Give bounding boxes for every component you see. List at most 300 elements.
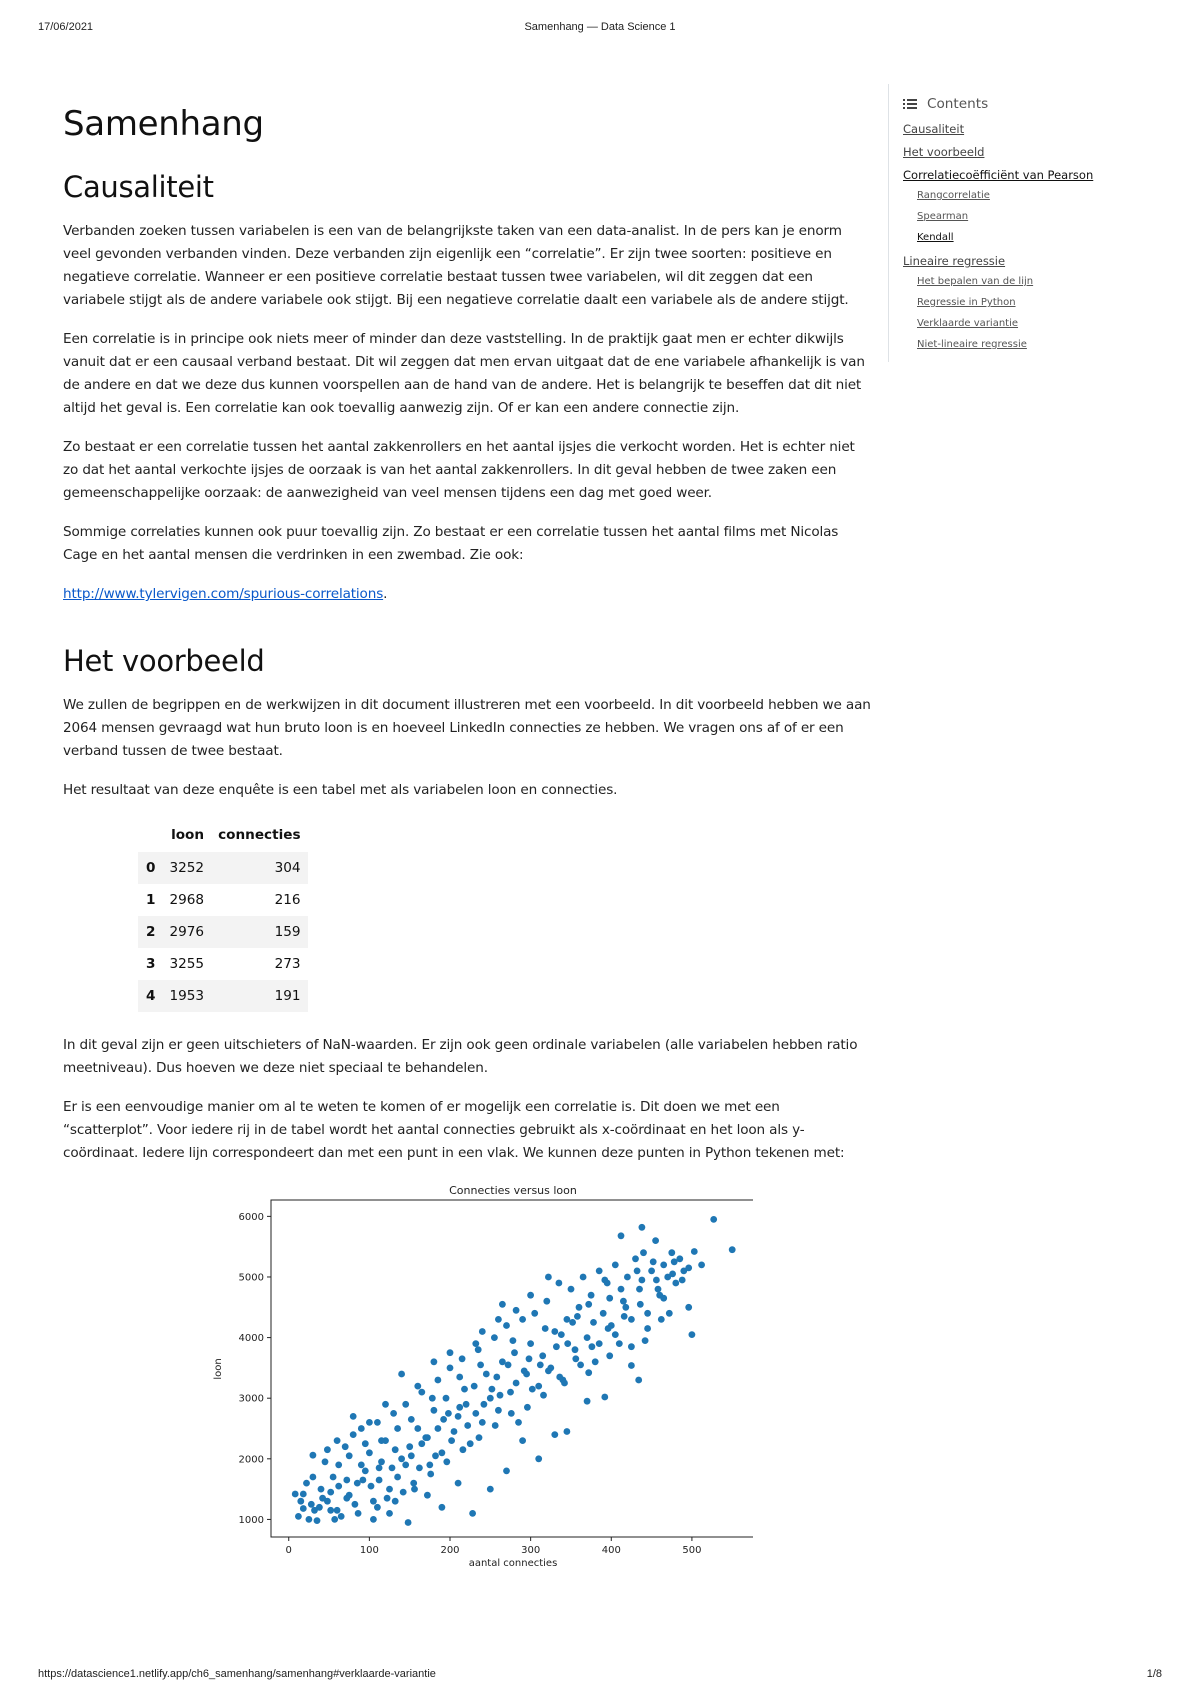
scatter-point xyxy=(671,1258,678,1265)
scatter-point xyxy=(590,1319,597,1326)
chart-points-group xyxy=(292,1216,736,1526)
scatter-point xyxy=(637,1301,644,1308)
scatter-point xyxy=(410,1480,417,1487)
scatter-point xyxy=(439,1449,446,1456)
scatter-point xyxy=(612,1331,619,1338)
scatter-point xyxy=(355,1510,362,1517)
scatter-point xyxy=(545,1274,552,1281)
scatter-point xyxy=(303,1480,310,1487)
scatter-point xyxy=(606,1352,613,1359)
scatter-point xyxy=(460,1446,467,1453)
scatter-point xyxy=(402,1462,409,1469)
toc-link[interactable]: Het bepalen van de lijn xyxy=(917,276,1034,287)
scatter-point xyxy=(324,1446,331,1453)
scatter-point xyxy=(529,1386,536,1393)
scatter-point xyxy=(300,1491,307,1498)
scatter-point xyxy=(382,1401,389,1408)
scatter-point xyxy=(577,1362,584,1369)
scatter-point xyxy=(306,1516,313,1523)
scatter-point xyxy=(685,1265,692,1272)
scatter-point xyxy=(319,1495,326,1502)
table-of-contents xyxy=(888,84,1193,362)
scatter-point xyxy=(455,1413,462,1420)
cell-connecties: 304 xyxy=(274,860,301,876)
scatter-point xyxy=(553,1343,560,1350)
toc-link[interactable]: Het voorbeeld xyxy=(903,145,985,159)
scatter-point xyxy=(386,1510,393,1517)
x-tick-label: 400 xyxy=(601,1545,621,1556)
scatter-point xyxy=(455,1480,462,1487)
scatter-point xyxy=(545,1368,552,1375)
scatter-point xyxy=(660,1262,667,1269)
scatter-point xyxy=(531,1310,538,1317)
scatter-point xyxy=(511,1349,518,1356)
section-heading-voorbeeld: Het voorbeeld xyxy=(63,644,265,678)
y-tick-label: 6000 xyxy=(238,1211,264,1223)
link-suffix: . xyxy=(383,586,388,602)
scatter-point xyxy=(585,1369,592,1376)
scatter-point xyxy=(505,1362,512,1369)
scatter-point xyxy=(322,1458,329,1465)
scatter-point xyxy=(601,1277,608,1284)
y-tick-label: 1000 xyxy=(238,1514,264,1526)
scatter-point xyxy=(334,1507,341,1514)
scatter-point xyxy=(618,1286,625,1293)
scatter-point xyxy=(606,1295,613,1302)
scatter-point xyxy=(503,1322,510,1329)
scatter-point xyxy=(374,1419,381,1426)
paragraph: Er is een eenvoudige manier om al te weten te komen of er mogelijk een correlatie is. Dit doen we met een “scatterplot”. Voor iedere rij in de tabel wordt het aantal connecties gebruikt als x-coördinaat en het loon als y-coördinaat. Iedere lijn correspondeert dan met een punt in een vlak. We kunnen deze punten in Python tekenen met: xyxy=(63,1099,845,1161)
x-axis xyxy=(286,1537,702,1556)
scatter-point xyxy=(535,1455,542,1462)
scatter-point xyxy=(479,1419,486,1426)
scatter-point xyxy=(418,1440,425,1447)
x-axis-label: aantal connecties xyxy=(468,1558,558,1569)
spurious-correlations-link[interactable]: http://www.tylervigen.com/spurious-correlations xyxy=(63,586,384,602)
scatter-point xyxy=(660,1295,667,1302)
scatter-point xyxy=(515,1419,522,1426)
table-header-loon: loon xyxy=(171,827,205,843)
x-tick-label: 500 xyxy=(682,1545,702,1556)
scatter-point xyxy=(443,1395,450,1402)
toc-link[interactable]: Causaliteit xyxy=(903,122,965,136)
paragraph: We zullen de begrippen en de werkwijzen in dit document illustreren met een voorbeeld. In dit voorbeeld hebben we aan 2064 mensen gevraagd wat hun bruto loon is en hoeveel LinkedIn connecties ze hebben. We vragen ons af of er een verband tussen de twee bestaat. xyxy=(63,697,871,759)
scatter-point xyxy=(308,1501,315,1508)
scatter-point xyxy=(543,1298,550,1305)
scatter-point xyxy=(635,1377,642,1384)
paragraph: Zo bestaat er een correlatie tussen het aantal zakkenrollers en het aantal ijsjes die verkocht worden. Het is echter niet zo dat het aantal verkochte ijsjes de oorzaak is van het aantal zakkenrollers. In dit geval hebben de twee zaken een gemeenschappelijke oorzaak: de aanwezigheid van veel mensen tijdens een dag met goed weer. xyxy=(63,439,855,501)
toc-link[interactable]: Spearman xyxy=(917,211,969,222)
scatter-point xyxy=(334,1437,341,1444)
cell-connecties: 273 xyxy=(274,956,301,972)
scatter-point xyxy=(493,1374,500,1381)
scatter-point xyxy=(596,1268,603,1275)
scatter-point xyxy=(596,1340,603,1347)
scatter-point xyxy=(710,1216,717,1223)
scatter-point xyxy=(426,1462,433,1469)
scatter-point xyxy=(621,1313,628,1320)
scatter-point xyxy=(639,1224,646,1231)
scatter-point xyxy=(346,1452,353,1459)
y-tick-label: 5000 xyxy=(238,1272,264,1284)
paragraph: Verbanden zoeken tussen variabelen is een van de belangrijkste taken van een data-analist. In de pers kan je enorm veel gevonden verbanden vinden. Deze verbanden zijn eigenlijk een “correlatie”. Er zijn twee soorten: positieve en negatieve correlatie. Wanneer er een positieve correlatie bestaat tussen twee variabelen, wil dit zeggen dat een variabele stijgt als de andere variabele ook stijgt. Bij een negatieve correlatie daalt een variabele als de andere stijgt. xyxy=(63,223,849,308)
scatter-point xyxy=(394,1474,401,1481)
paragraph: Het resultaat van deze enquête is een tabel met als variabelen loon en connecties. xyxy=(63,782,618,798)
scatter-point xyxy=(503,1468,510,1475)
cell-loon: 3252 xyxy=(169,860,205,876)
scatter-point xyxy=(568,1286,575,1293)
scatter-point xyxy=(366,1449,373,1456)
scatter-point xyxy=(338,1513,345,1520)
scatter-point xyxy=(376,1477,383,1484)
cell-connecties: 191 xyxy=(274,988,301,1004)
row-index: 1 xyxy=(146,892,156,908)
scatter-point xyxy=(358,1425,365,1432)
chart-title: Connecties versus loon xyxy=(449,1184,577,1197)
scatter-point xyxy=(616,1340,623,1347)
scatter-point xyxy=(539,1352,546,1359)
table-row xyxy=(138,852,308,884)
scatter-point xyxy=(491,1334,498,1341)
scatter-point xyxy=(689,1331,696,1338)
scatter-point xyxy=(628,1316,635,1323)
scatter-point xyxy=(508,1410,515,1417)
scatter-point xyxy=(447,1365,454,1372)
x-tick-label: 200 xyxy=(440,1545,460,1556)
table-header-connecties: connecties xyxy=(218,827,301,843)
scatter-point xyxy=(300,1505,307,1512)
scatter-point xyxy=(467,1440,474,1447)
scatter-point xyxy=(513,1307,520,1314)
scatter-point xyxy=(655,1286,662,1293)
scatter-point xyxy=(475,1346,482,1353)
paragraph: In dit geval zijn er geen uitschieters of NaN-waarden. Er zijn ook geen ordinale variabelen (alle variabelen hebben ratio meetniveau). Dus hoeven we deze niet speciaal te behandelen. xyxy=(63,1037,858,1076)
data-table xyxy=(138,818,308,1012)
scatter-point xyxy=(642,1337,649,1344)
scatter-point xyxy=(389,1465,396,1472)
scatter-point xyxy=(556,1374,563,1381)
scatter-point xyxy=(392,1446,399,1453)
scatter-point xyxy=(448,1437,455,1444)
scatter-point xyxy=(510,1337,517,1344)
cell-connecties: 216 xyxy=(274,892,301,908)
scatter-point xyxy=(327,1507,334,1514)
scatter-point xyxy=(374,1504,381,1511)
page-title: Samenhang xyxy=(63,104,264,144)
scatter-point xyxy=(400,1489,407,1496)
scatter-point xyxy=(366,1419,373,1426)
scatter-point xyxy=(685,1304,692,1311)
scatter-point xyxy=(370,1516,377,1523)
print-header xyxy=(38,21,1162,37)
scatter-point xyxy=(360,1477,367,1484)
scatter-point xyxy=(519,1437,526,1444)
scatter-point xyxy=(569,1319,576,1326)
scatter-point xyxy=(342,1443,349,1450)
scatter-point xyxy=(588,1292,595,1299)
toc-link[interactable]: Rangcorrelatie xyxy=(917,190,990,201)
scatter-point xyxy=(424,1492,431,1499)
scatter-point xyxy=(479,1328,486,1335)
scatter-point xyxy=(424,1434,431,1441)
scatter-point xyxy=(628,1362,635,1369)
scatter-point xyxy=(669,1271,676,1278)
scatter-point xyxy=(601,1394,608,1401)
scatter-point xyxy=(432,1452,439,1459)
scatter-point xyxy=(527,1292,534,1299)
table-row xyxy=(138,916,308,948)
scatter-point xyxy=(658,1316,665,1323)
scatter-point xyxy=(335,1462,342,1469)
scatter-point xyxy=(624,1274,631,1281)
scatter-point xyxy=(489,1386,496,1393)
scatter-point xyxy=(632,1255,639,1262)
scatter-point xyxy=(653,1277,660,1284)
scatter-point xyxy=(435,1425,442,1432)
scatter-point xyxy=(564,1340,571,1347)
list-icon xyxy=(903,99,917,110)
x-tick-label: 0 xyxy=(285,1545,292,1556)
scatter-point xyxy=(392,1498,399,1505)
scatter-point xyxy=(352,1501,359,1508)
scatter-chart xyxy=(133,1181,753,1591)
scatter-point xyxy=(362,1468,369,1475)
scatter-point xyxy=(527,1340,534,1347)
toc-link[interactable]: Correlatiecoëfficiënt van Pearson xyxy=(903,168,1094,182)
toc-link[interactable]: Niet-lineaire regressie xyxy=(917,339,1027,350)
scatter-point xyxy=(440,1416,447,1423)
scatter-point xyxy=(574,1313,581,1320)
scatter-point xyxy=(605,1325,612,1332)
scatter-point xyxy=(443,1458,450,1465)
print-title: Samenhang — Data Science 1 xyxy=(524,21,676,33)
plot-frame xyxy=(271,1200,753,1537)
scatter-point xyxy=(330,1474,337,1481)
scatter-point xyxy=(350,1431,357,1438)
scatter-point xyxy=(408,1416,415,1423)
toc-title: Contents xyxy=(927,96,989,112)
scatter-point xyxy=(431,1358,438,1365)
scatter-point xyxy=(445,1410,452,1417)
cell-connecties: 159 xyxy=(274,924,301,940)
scatter-point xyxy=(524,1404,531,1411)
scatter-point xyxy=(461,1386,468,1393)
scatter-point xyxy=(310,1474,317,1481)
scatter-point xyxy=(477,1362,484,1369)
print-footer xyxy=(38,1668,1162,1684)
scatter-point xyxy=(463,1401,470,1408)
scatter-point xyxy=(429,1395,436,1402)
scatter-point xyxy=(513,1380,520,1387)
scatter-point xyxy=(406,1443,413,1450)
scatter-point xyxy=(487,1395,494,1402)
scatter-point xyxy=(551,1328,558,1335)
table-header-index xyxy=(138,818,162,852)
scatter-point xyxy=(572,1346,579,1353)
scatter-point xyxy=(358,1462,365,1469)
scatter-point xyxy=(672,1280,679,1287)
scatter-point xyxy=(592,1358,599,1365)
x-tick-label: 300 xyxy=(521,1545,541,1556)
scatter-point xyxy=(622,1304,629,1311)
y-tick-label: 3000 xyxy=(238,1393,264,1405)
scatter-point xyxy=(521,1368,528,1375)
scatter-point xyxy=(558,1331,565,1338)
scatter-point xyxy=(343,1495,350,1502)
scatter-point xyxy=(650,1258,657,1265)
toc-link[interactable]: Kendall xyxy=(917,232,954,243)
scatter-point xyxy=(507,1389,514,1396)
scatter-point xyxy=(456,1404,463,1411)
scatter-point xyxy=(561,1380,568,1387)
scatter-point xyxy=(451,1428,458,1435)
scatter-point xyxy=(639,1277,646,1284)
scatter-point xyxy=(666,1310,673,1317)
scatter-point xyxy=(431,1407,438,1414)
paragraph: Sommige correlaties kunnen ook puur toevallig zijn. Zo bestaat er een correlatie tussen het aantal films met Nicolas Cage en het aantal mensen die verdrinken in een zwembad. Zie ook: xyxy=(63,524,839,563)
scatter-point xyxy=(386,1486,393,1493)
scatter-point xyxy=(456,1374,463,1381)
scatter-point xyxy=(584,1334,591,1341)
scatter-point xyxy=(620,1298,627,1305)
y-tick-label: 2000 xyxy=(238,1454,264,1466)
scatter-point xyxy=(408,1452,415,1459)
toc-header xyxy=(903,96,1193,112)
scatter-point xyxy=(295,1513,302,1520)
table-row xyxy=(138,948,308,980)
scatter-point xyxy=(572,1355,579,1362)
scatter-point xyxy=(481,1401,488,1408)
scatter-point xyxy=(297,1498,304,1505)
scatter-point xyxy=(398,1455,405,1462)
scatter-point xyxy=(526,1355,533,1362)
scatter-point xyxy=(585,1301,592,1308)
y-axis xyxy=(239,1212,271,1526)
scatter-point xyxy=(584,1398,591,1405)
scatter-point xyxy=(398,1371,405,1378)
scatter-point xyxy=(335,1483,342,1490)
scatter-point xyxy=(487,1486,494,1493)
row-index: 3 xyxy=(146,956,156,972)
scatter-point xyxy=(394,1425,401,1432)
scatter-point xyxy=(483,1371,490,1378)
scatter-point xyxy=(495,1316,502,1323)
print-date: 17/06/2021 xyxy=(38,21,94,33)
main-content xyxy=(63,104,871,1591)
scatter-point xyxy=(576,1304,583,1311)
scatter-point xyxy=(628,1343,635,1350)
page-number: 1/8 xyxy=(1146,1668,1162,1680)
scatter-point xyxy=(497,1392,504,1399)
scatter-point xyxy=(698,1262,705,1269)
scatter-point xyxy=(612,1262,619,1269)
scatter-point xyxy=(648,1268,655,1275)
scatter-point xyxy=(469,1510,476,1517)
y-tick-label: 4000 xyxy=(238,1333,264,1345)
print-url: https://datascience1.netlify.app/ch6_samenhang/samenhang#verklaarde-variantie xyxy=(38,1668,436,1680)
scatter-point xyxy=(390,1410,397,1417)
toc-items xyxy=(903,122,1193,352)
scatter-point xyxy=(644,1310,651,1317)
scatter-point xyxy=(384,1495,391,1502)
scatter-point xyxy=(640,1249,647,1256)
paragraph: Een correlatie is in principe ook niets meer of minder dan deze vaststelling. In de praktijk gaat men er echter dikwijls vanuit dat er een causaal verband bestaat. Dit wil zeggen dat men ervan uitgaat dat de ene variabele afhankelijk is van de andere en dat we deze dus kunnen voorspellen aan de hand van de andere. Het is belangrijk te beseffen dat dit niet altijd het geval is. Een correlatie kan ook toevallig aanwezig zijn. Of er kan een andere connectie zijn. xyxy=(63,331,865,416)
cell-loon: 3255 xyxy=(169,956,205,972)
row-index: 0 xyxy=(146,860,156,876)
scatter-point xyxy=(691,1248,698,1255)
section-heading-causaliteit: Causaliteit xyxy=(63,170,214,204)
scatter-point xyxy=(370,1498,377,1505)
scatter-point xyxy=(414,1383,421,1390)
scatter-point xyxy=(564,1428,571,1435)
cell-loon: 2976 xyxy=(169,924,205,940)
scatter-point xyxy=(378,1458,385,1465)
scatter-point xyxy=(402,1401,409,1408)
x-tick-label: 100 xyxy=(359,1545,379,1556)
scatter-point xyxy=(679,1277,686,1284)
toc-link[interactable]: Regressie in Python xyxy=(917,297,1016,308)
scatter-point xyxy=(327,1489,334,1496)
scatter-point xyxy=(644,1325,651,1332)
scatter-point xyxy=(368,1483,375,1490)
scatter-point xyxy=(350,1413,357,1420)
scatter-point xyxy=(343,1477,350,1484)
scatter-point xyxy=(519,1316,526,1323)
scatter-point xyxy=(535,1383,542,1390)
toc-link[interactable]: Verklaarde variantie xyxy=(917,318,1019,329)
scatter-point xyxy=(376,1465,383,1472)
scatter-point xyxy=(362,1440,369,1447)
scatter-point xyxy=(464,1422,471,1429)
scatter-point xyxy=(492,1422,499,1429)
scatter-point xyxy=(556,1280,563,1287)
scatter-point xyxy=(439,1504,446,1511)
scatter-point xyxy=(668,1249,675,1256)
scatter-point xyxy=(618,1232,625,1239)
scatter-point xyxy=(314,1517,321,1524)
scatter-point xyxy=(652,1237,659,1244)
scatter-point xyxy=(537,1362,544,1369)
scatter-point xyxy=(427,1471,434,1478)
scatter-point xyxy=(416,1465,423,1472)
scatter-point xyxy=(310,1452,317,1459)
table-header-row xyxy=(138,818,308,852)
scatter-point xyxy=(331,1516,338,1523)
scatter-chart-svg xyxy=(133,1181,753,1591)
scatter-point xyxy=(476,1434,483,1441)
scatter-point xyxy=(540,1392,547,1399)
scatter-point xyxy=(447,1349,454,1356)
scatter-point xyxy=(411,1486,418,1493)
scatter-point xyxy=(414,1425,421,1432)
scatter-point xyxy=(542,1325,549,1332)
row-index: 2 xyxy=(146,924,156,940)
scatter-point xyxy=(495,1407,502,1414)
table-row xyxy=(138,884,308,916)
scatter-point xyxy=(634,1268,641,1275)
toc-link[interactable]: Lineaire regressie xyxy=(903,254,1006,268)
scatter-point xyxy=(405,1519,412,1526)
y-axis-label: loon xyxy=(213,1358,224,1380)
table-row xyxy=(138,980,308,1012)
scatter-point xyxy=(729,1246,736,1253)
scatter-point xyxy=(378,1437,385,1444)
scatter-point xyxy=(292,1491,299,1498)
scatter-point xyxy=(589,1343,596,1350)
cell-loon: 1953 xyxy=(169,988,205,1004)
cell-loon: 2968 xyxy=(169,892,205,908)
scatter-point xyxy=(311,1507,318,1514)
